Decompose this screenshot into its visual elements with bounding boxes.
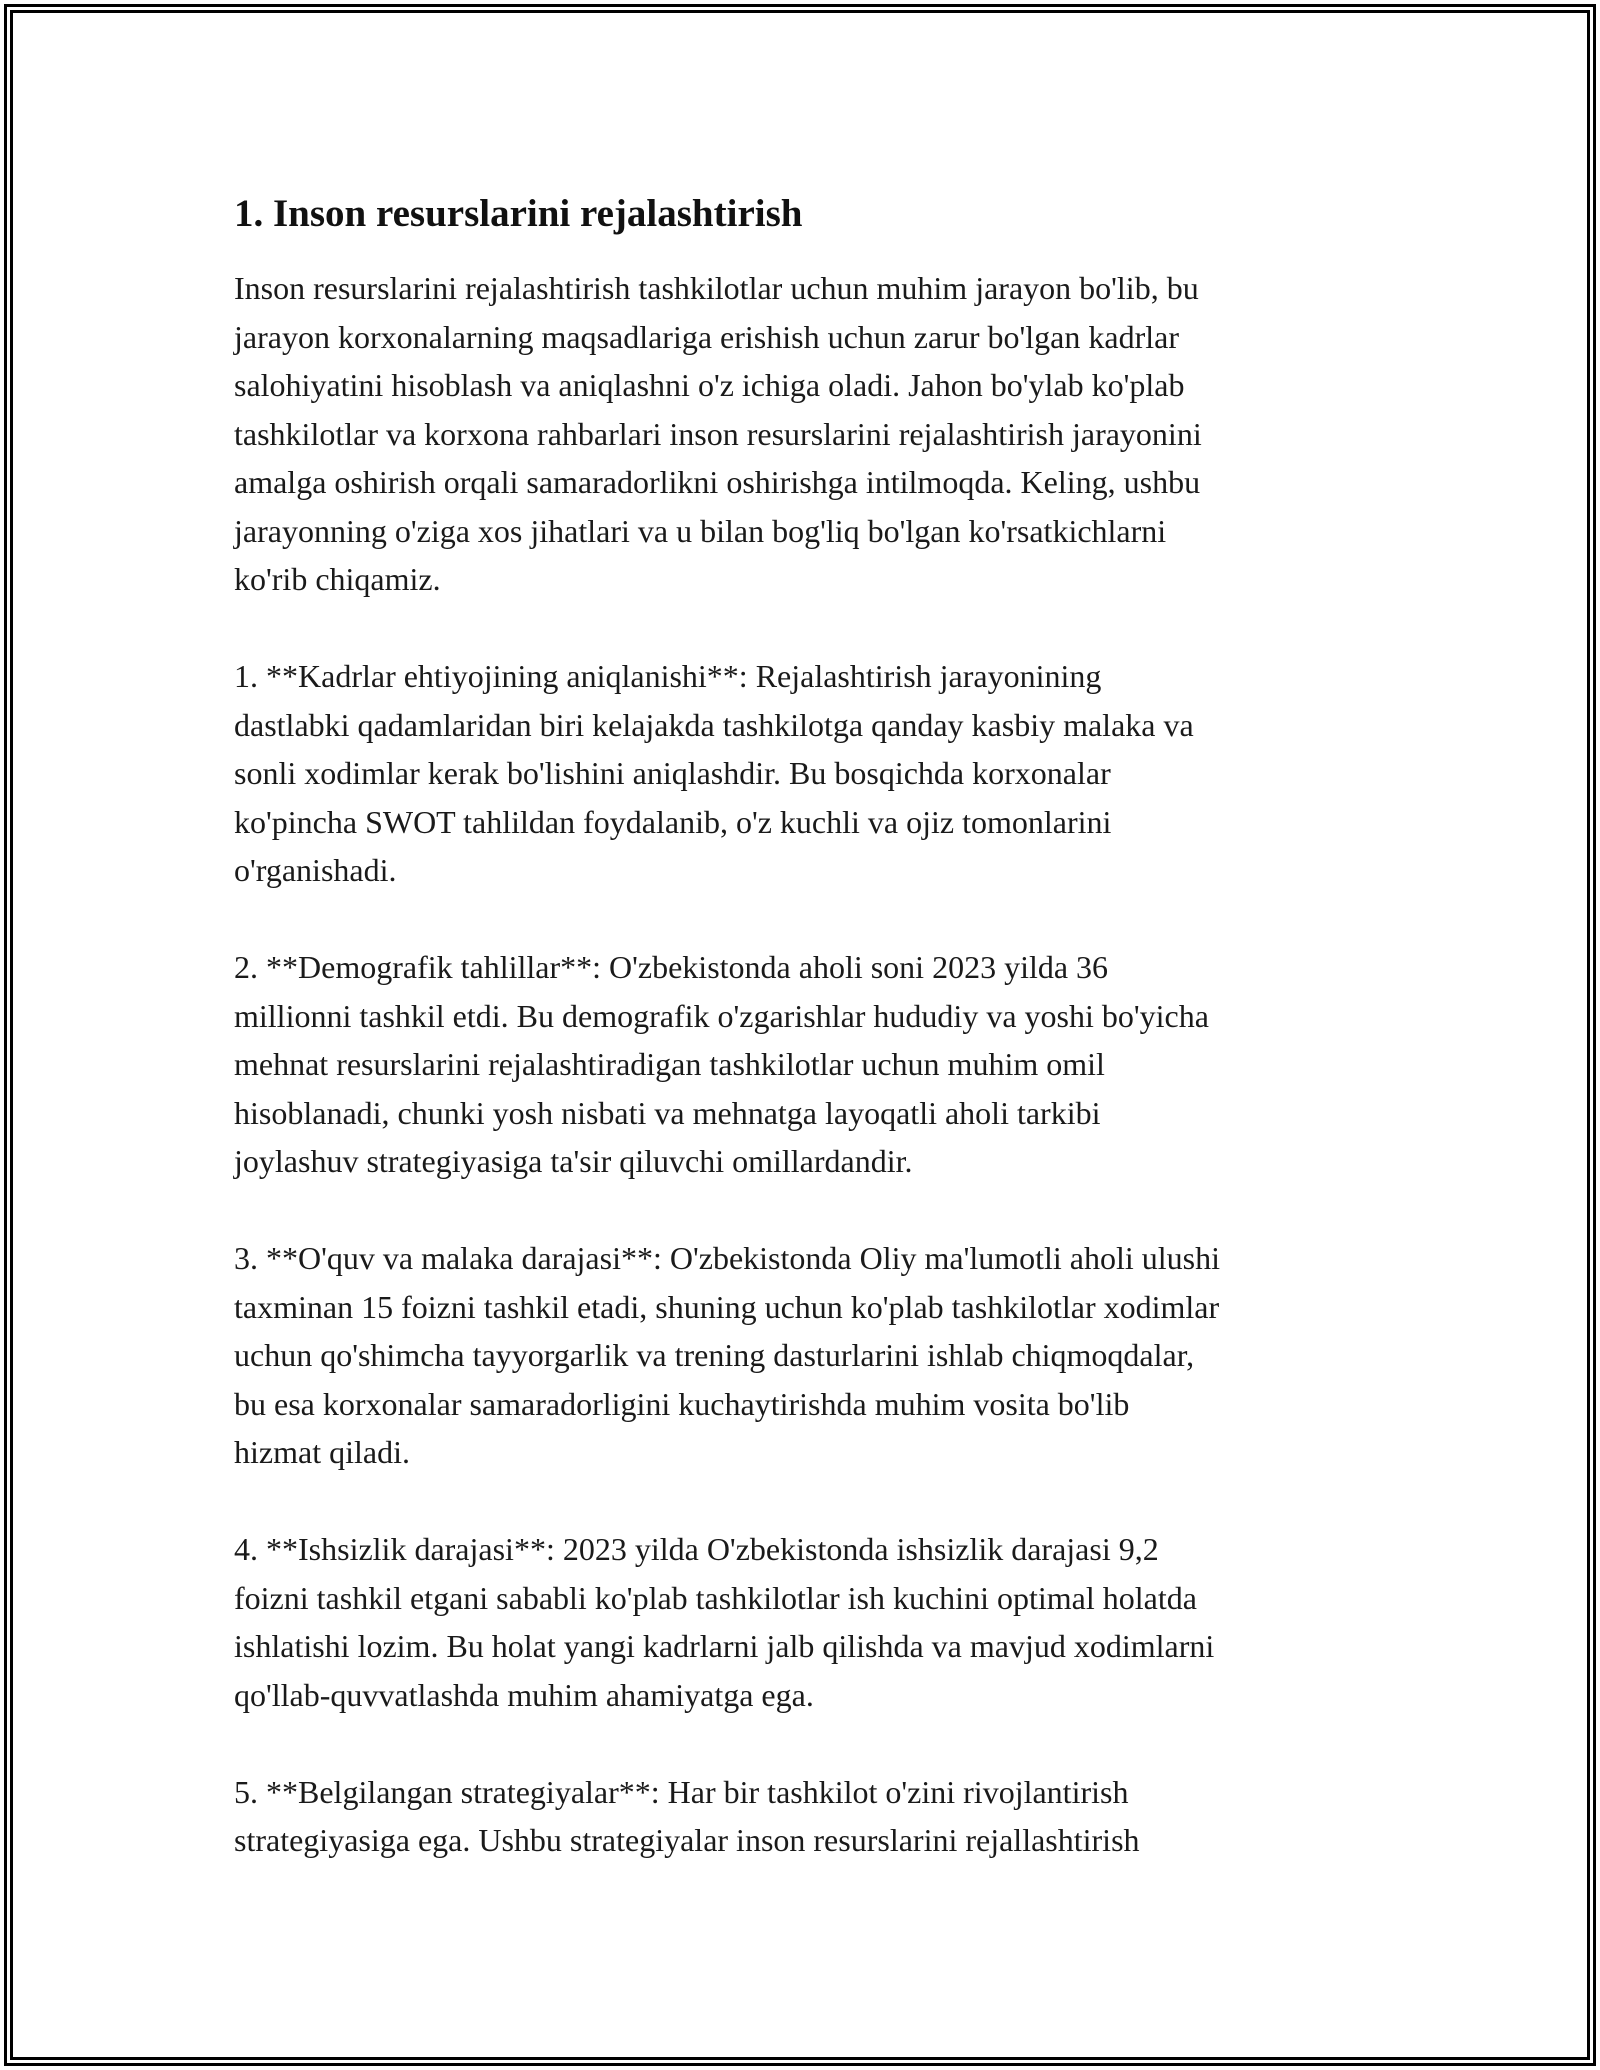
text-line: mehnat resurslarini rejalashtiradigan tashkilotlar uchun muhim omil [234,1046,1105,1082]
text-line: 5. **Belgilangan strategiyalar**: Har bir tashkilot o'zini rivojlantirish [234,1773,1129,1810]
text-line: qo'llab-quvvatlashda muhim ahamiyatga ega. [234,1676,814,1713]
list-item-paragraph-4 [234,1525,1394,1719]
text-line: tashkilotlar va korxona rahbarlari inson resurslarini rejalashtirish jarayonini [234,415,1202,452]
list-item-paragraph-5 [234,1768,1394,1865]
text-line: jarayonning o'ziga xos jihatlari va u bilan bog'liq bo'lgan ko'rsatkichlarni [234,512,1167,549]
document-title: 1. Inson resurslarini rejalashtirish [234,192,803,235]
text-line: 2. **Demografik tahlillar**: O'zbekistonda aholi soni 2023 yilda 36 [234,949,1109,985]
text-line: hisoblanadi, chunki yosh nisbati va mehnatga layoqatli aholi tarkibi [234,1094,1101,1131]
text-line: 4. **Ishsizlik darajasi**: 2023 yilda O'zbekistonda ishsizlik darajasi 9,2 [234,1531,1159,1567]
text-line: salohiyatini hisoblash va aniqlashni o'z ichiga oladi. Jahon bo'ylab ko'plab [234,367,1185,403]
text-line: ko'rib chiqamiz. [234,561,441,597]
text-line: Inson resurslarini rejalashtirish tashkilotlar uchun muhim jarayon bo'lib, bu [234,270,1199,306]
text-line: taxminan 15 foizni tashkil etadi, shuning uchun ko'plab tashkilotlar xodimlar [234,1288,1220,1325]
text-line: millionni tashkil etdi. Bu demografik o'zgarishlar hududiy va yoshi bo'yicha [234,997,1209,1034]
intro-paragraph [234,264,1394,604]
list-item-paragraph-2 [234,943,1394,1186]
list-item-paragraph-3 [234,1234,1394,1477]
text-line: strategiyasiga ega. Ushbu strategiyalar inson resurslarini rejallashtirish [234,1822,1140,1858]
list-item-paragraph-1 [234,652,1394,895]
text-line: o'rganishadi. [234,852,397,888]
text-line: joylashuv strategiyasiga ta'sir qiluvchi omillardandir. [234,1143,913,1179]
text-line: hizmat qiladi. [234,1434,410,1470]
text-line: jarayon korxonalarning maqsadlariga erishish uchun zarur bo'lgan kadrlar [234,318,1179,355]
text-line: uchun qo'shimcha tayyorgarlik va trening dasturlarini ishlab chiqmoqdalar, [234,1337,1195,1373]
text-line: dastlabki qadamlaridan biri kelajakda tashkilotga qanday kasbiy malaka va [234,706,1194,743]
text-line: sonli xodimlar kerak bo'lishini aniqlashdir. Bu bosqichda korxonalar [234,755,1111,791]
text-line: amalga oshirish orqali samaradorlikni oshirishga intilmoqda. Keling, ushbu [234,464,1201,500]
text-line: bu esa korxonalar samaradorligini kuchaytirishda muhim vosita bo'lib [234,1385,1130,1422]
text-line: ishlatishi lozim. Bu holat yangi kadrlarni jalb qilishda va mavjud xodimlarni [234,1628,1215,1664]
document-body [234,186,1394,1913]
text-line: foizni tashkil etgani sababli ko'plab tashkilotlar ish kuchini optimal holatda [234,1579,1197,1616]
text-line: 1. **Kadrlar ehtiyojining aniqlanishi**: Rejalashtirish jarayonining [234,658,1102,694]
text-line: ko'pincha SWOT tahlildan foydalanib, o'z kuchli va ojiz tomonlarini [234,803,1112,840]
text-line: 3. **O'quv va malaka darajasi**: O'zbekistonda Oliy ma'lumotli aholi ulushi [234,1240,1220,1276]
